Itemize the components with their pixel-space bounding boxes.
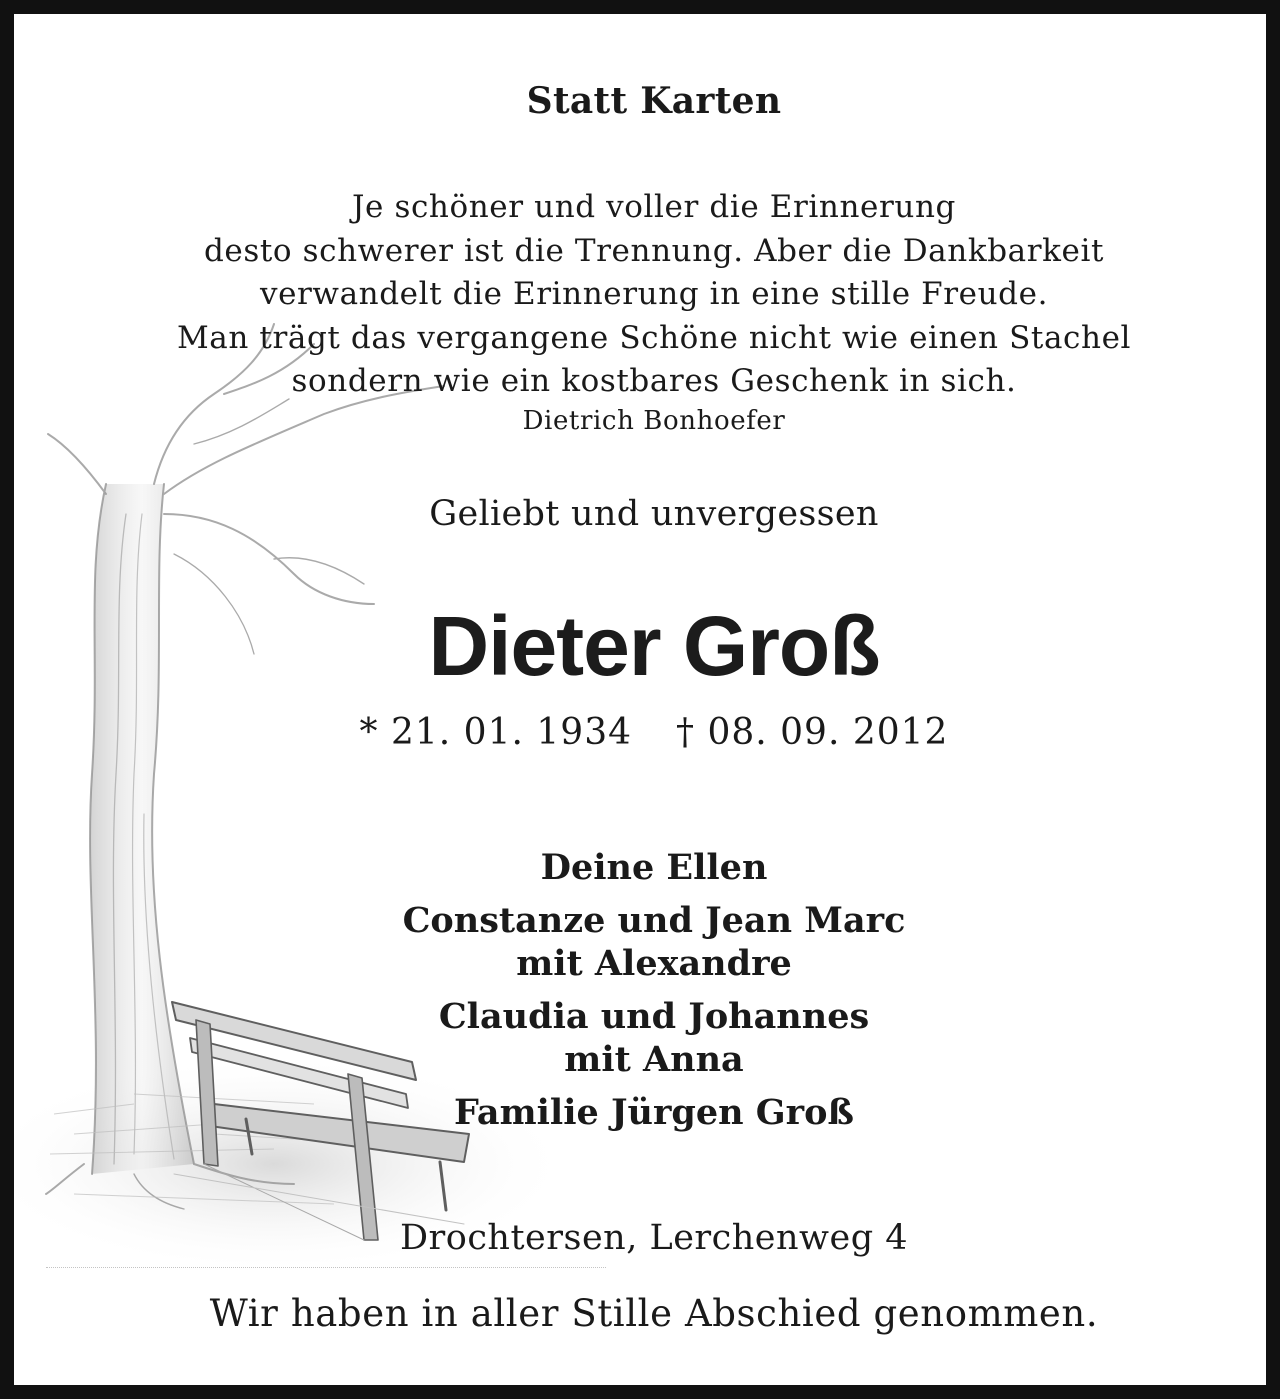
life-dates	[14, 712, 1280, 753]
subtitle: Geliebt und unvergessen	[429, 494, 879, 534]
mourner-group	[14, 1091, 1280, 1134]
mourner-line: mit Alexandre	[516, 943, 792, 984]
mourner-group	[14, 995, 1280, 1081]
quote-line: Man trägt das vergangene Schöne nicht wie einen Stachel	[176, 319, 1132, 356]
divider	[46, 1267, 606, 1268]
closing-note: Wir haben in aller Stille Abschied genommen.	[209, 1292, 1099, 1335]
quote-line: sondern wie ein kostbares Geschenk in sich.	[291, 363, 1017, 399]
birth-date: * 21. 01. 1934	[359, 712, 632, 753]
address: Drochtersen, Lerchenweg 4	[399, 1218, 909, 1258]
mourner-group	[14, 846, 1280, 889]
mourner-group	[14, 899, 1280, 985]
header: Statt Karten	[526, 80, 782, 122]
quote	[14, 186, 1280, 404]
mourners-list	[14, 846, 1280, 1144]
mourner-line: Claudia und Johannes	[438, 996, 870, 1037]
deceased-name: Dieter Groß	[428, 599, 880, 693]
death-date: † 08. 09. 2012	[676, 712, 949, 753]
quote-line: desto schwerer ist die Trennung. Aber die Dankbarkeit	[203, 232, 1105, 269]
quote-line: Je schöner und voller die Erinnerung	[352, 189, 956, 225]
mourner-line: Familie Jürgen Groß	[453, 1092, 855, 1133]
mourner-line: mit Anna	[564, 1039, 744, 1080]
mourner-line: Constanze und Jean Marc	[402, 900, 906, 941]
quote-author: Dietrich Bonhoefer	[522, 406, 786, 436]
quote-line: verwandelt die Erinnerung in eine stille Freude.	[259, 276, 1049, 312]
mourner-line: Deine Ellen	[540, 847, 768, 888]
